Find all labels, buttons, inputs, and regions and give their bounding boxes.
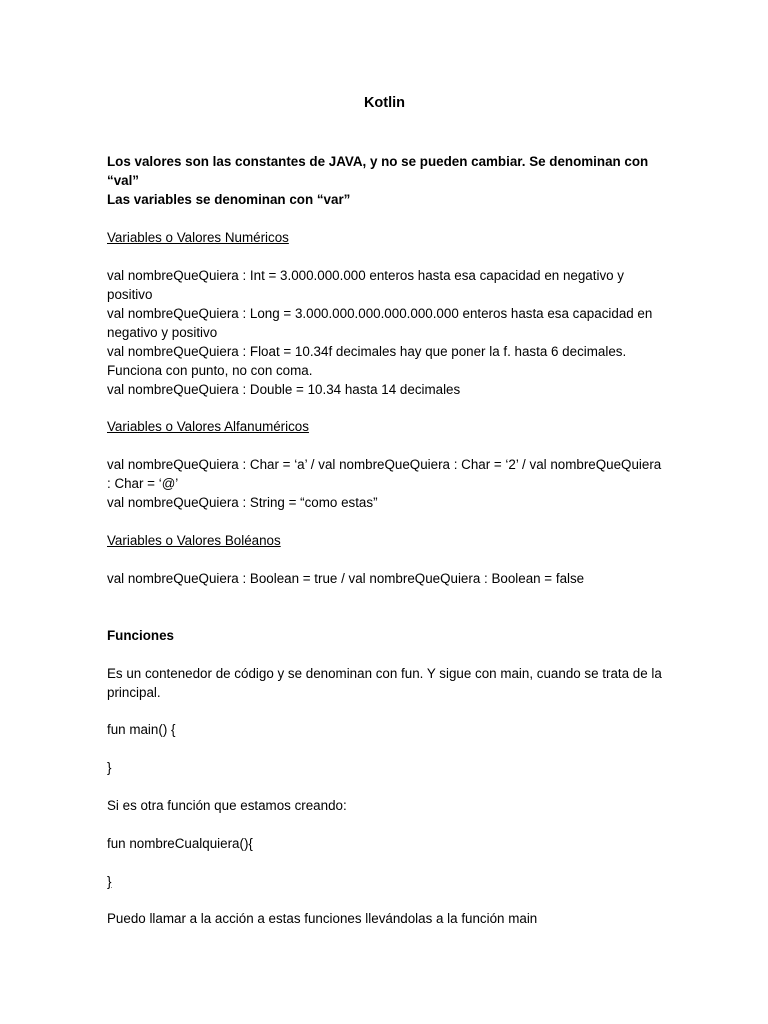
alnum-heading: Variables o Valores Alfanuméricos [107, 419, 309, 434]
intro-variables-text: Las variables se denominan con “var” [107, 192, 351, 207]
double-line: val nombreQueQuiera : Double = 10.34 hasta 14 decimales [107, 382, 461, 397]
numeric-heading: Variables o Valores Numéricos [107, 230, 289, 245]
intro-values-text: Los valores son las constantes de JAVA, y no se pueden cambiar. Se denominan con “val” [107, 154, 649, 188]
boolean-heading: Variables o Valores Boléanos [107, 533, 281, 548]
char-line: val nombreQueQuiera : Char = ‘a’ / val nombreQueQuiera : Char = ‘2’ / val nombreQueQuiera : Char = ‘@’ [107, 457, 662, 491]
intro-block [107, 152, 667, 209]
functions-description: Es un contenedor de código y se denominan con fun. Y sigue con main, cuando se trata de la principal. [107, 666, 662, 700]
page-title: Kotlin [363, 95, 406, 111]
boolean-line: val nombreQueQuiera : Boolean = true / val nombreQueQuiera : Boolean = false [107, 571, 585, 586]
main-function-open: fun main() { [107, 722, 176, 737]
functions-heading: Funciones [107, 628, 174, 643]
other-function-label: Si es otra función que estamos creando: [107, 798, 347, 813]
other-function-close: } [107, 874, 112, 889]
numeric-block [107, 266, 667, 399]
call-note: Puedo llamar a la acción a estas funciones llevándolas a la función main [107, 911, 538, 926]
long-line: val nombreQueQuiera : Long = 3.000.000.000.000.000.000 enteros hasta esa capacidad en negativo y positivo [107, 306, 653, 340]
alnum-block [107, 455, 667, 512]
int-line: val nombreQueQuiera : Int = 3.000.000.000 enteros hasta esa capacidad en negativo y positivo [107, 268, 625, 302]
float-line: val nombreQueQuiera : Float = 10.34f decimales hay que poner la f. hasta 6 decimales. Funciona con punto, no con coma. [107, 344, 627, 378]
other-function-open: fun nombreCualquiera(){ [107, 836, 253, 851]
string-line: val nombreQueQuiera : String = “como estas” [107, 495, 378, 510]
main-function-close: } [107, 760, 112, 775]
